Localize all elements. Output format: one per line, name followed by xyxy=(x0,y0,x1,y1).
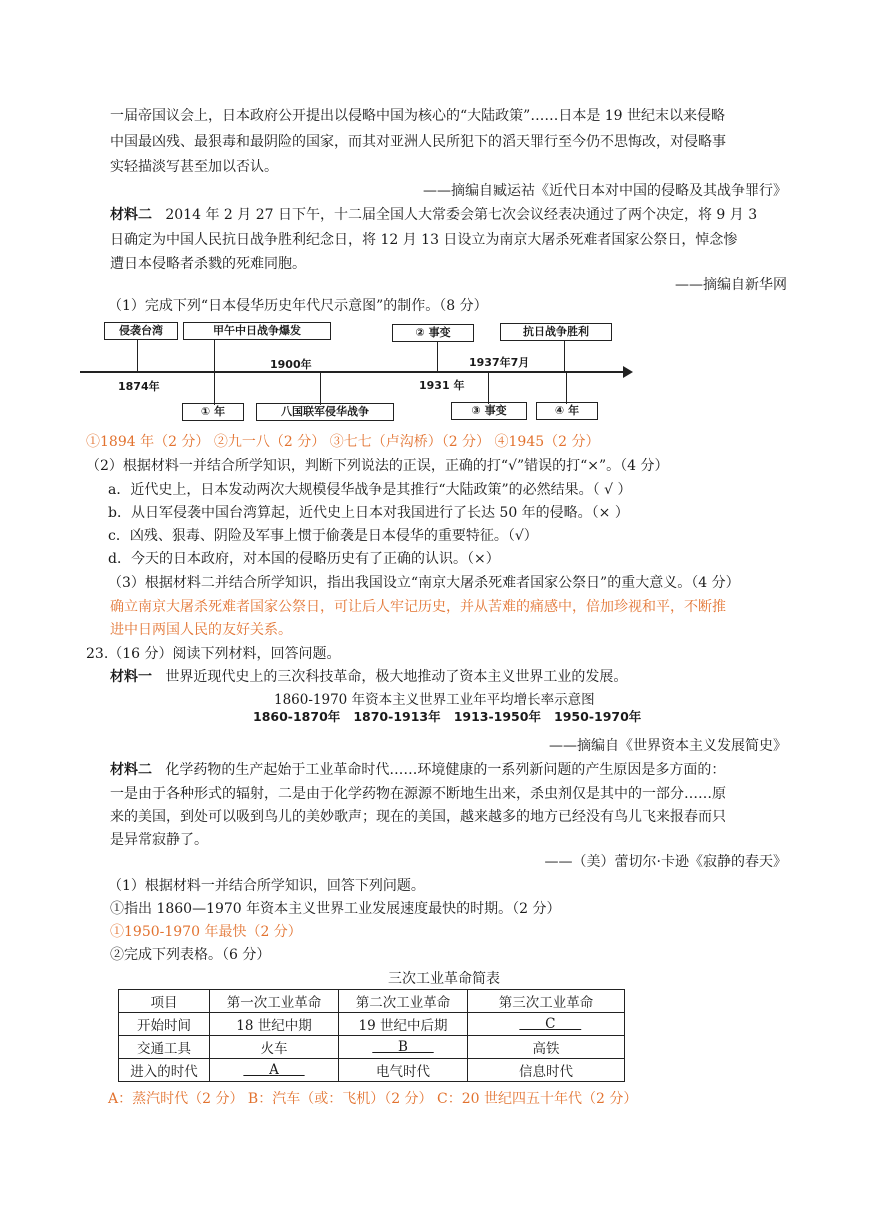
answer-q23-1-sub1: ①1950-1970 年最快（2 分） xyxy=(110,924,302,940)
question2: （2）根据材料一并结合所学知识，判断下列说法的正误，正确的打“√”错误的打“×”。（4 分） xyxy=(86,458,669,474)
period-label: 1870-1913年 xyxy=(353,709,441,724)
table-header-cell: 第二次工业革命 xyxy=(339,990,468,1013)
material2b-line3: 来的美国，到处可以吸到鸟儿的美妙歌声；现在的美国，越来越多的地方已经没有鸟儿飞来报春而只 xyxy=(110,809,726,825)
timeline-box-sino-japanese-war: 甲午中日战争爆发 xyxy=(183,322,331,340)
material1b-source: ——摘编自《世界资本主义发展简史》 xyxy=(549,738,787,754)
blank-b-letter: B xyxy=(398,1039,408,1055)
timeline-box-victory: 抗日战争胜利 xyxy=(500,323,612,341)
timeline-year-1874: 1874年 xyxy=(118,380,160,393)
material1b-text: 世界近现代史上的三次科技革命，极大地推动了资本主义世界工业的发展。 xyxy=(165,669,628,685)
material2-label: 材料二 xyxy=(110,207,152,223)
table-header-cell: 第三次工业革命 xyxy=(468,990,625,1013)
material2-text1: 2014 年 2 月 27 日下午，十二届全国人大常委会第七次会议经表决通过了两个决定，将 9 月 3 xyxy=(165,207,758,223)
period-label: 1860-1870年 xyxy=(253,709,341,724)
table-cell: 开始时间 xyxy=(119,1013,210,1036)
q2-option-a: a．近代史上，日本发动两次大规模侵华战争是其推行“大陆政策”的必然结果。（ √ ） xyxy=(108,482,632,498)
q23-1: （1）根据材料一并结合所学知识，回答下列问题。 xyxy=(108,878,425,894)
material2b-label: 材料二 xyxy=(110,762,152,778)
timeline-connector xyxy=(437,342,438,371)
material1-source: ——摘编自臧运祜《近代日本对中国的侵略及其战争罪行》 xyxy=(423,183,787,199)
timeline-connector xyxy=(566,371,567,404)
timeline-connector xyxy=(320,371,321,405)
material1b-label: 材料一 xyxy=(110,669,152,685)
material2b-line1 xyxy=(110,760,725,780)
material2-source: ——摘编自新华网 xyxy=(675,277,787,293)
timeline-diagram xyxy=(80,318,640,428)
blank-c-label xyxy=(519,1016,581,1032)
table-cell: 18 世纪中期 xyxy=(210,1013,339,1036)
answer-q1: ①1894 年（2 分） ②九一八（2 分） ③七七（卢沟桥）（2 分） ④1945（2 分） xyxy=(86,434,600,450)
table-blank-b xyxy=(339,1036,468,1059)
q2-option-d: d．今天的日本政府，对本国的侵略历史有了正确的认识。（×） xyxy=(108,551,500,567)
timeline-connector xyxy=(488,371,489,404)
growth-chart-title: 1860-1970 年资本主义世界工业年平均增长率示意图 xyxy=(274,692,595,708)
blank-a-letter: A xyxy=(269,1062,279,1078)
table-cell: 进入的时代 xyxy=(119,1059,210,1082)
material1-line2: 中国最凶残、最狠毒和最阴险的国家，而其对亚洲人民所犯下的滔天罪行至今仍不思悔改，对侵略事 xyxy=(110,134,726,150)
answer-table: A：蒸汽时代（2 分） B：汽车（或：飞机）（2 分） C：20 世纪四五十年代（2 分） xyxy=(108,1091,638,1107)
table-blank-c xyxy=(468,1013,625,1036)
timeline-connector xyxy=(564,341,565,371)
material2b-text1: 化学药物的生产起始于工业革命时代……环境健康的一系列新问题的产生原因是多方面的： xyxy=(165,762,726,778)
blank-b-label xyxy=(372,1039,433,1055)
q23-1-sub1: ①指出 1860—1970 年资本主义世界工业发展速度最快的时期。（2 分） xyxy=(110,901,561,917)
answer-q3-line1: 确立南京大屠杀死难者国家公祭日，可让后人牢记历史，并从苦难的痛感中，倍加珍视和平，不断推 xyxy=(110,599,726,615)
material1-line3: 实轻描淡写甚至加以否认。 xyxy=(110,159,278,175)
period-label: 1950-1970年 xyxy=(554,709,642,724)
timeline-box-eight-nation: 八国联军侵华战争 xyxy=(256,403,394,421)
material2b-line4: 是异常寂静了。 xyxy=(110,832,208,848)
material2-line3: 遭日本侵略者杀戮的死难同胞。 xyxy=(110,256,306,272)
timeline-year-1931: 1931 年 xyxy=(419,379,465,392)
table-row xyxy=(119,1013,625,1036)
growth-chart-periods xyxy=(253,707,641,727)
timeline-arrow-icon xyxy=(623,366,633,378)
timeline-axis xyxy=(80,371,625,373)
material2b-line2: 一是由于各种形式的辐射，二是由于化学药物在源源不断地生出来，杀虫剂仅是其中的一部分……原 xyxy=(110,786,726,802)
question3: （3）根据材料二并结合所学知识，指出我国设立“南京大屠杀死难者国家公祭日”的重大意义。（4 分） xyxy=(108,575,740,591)
table-cell: 19 世纪中后期 xyxy=(339,1013,468,1036)
timeline-box-year-1: ① 年 xyxy=(182,403,244,421)
table-row xyxy=(119,1059,625,1082)
blank-a-label xyxy=(243,1062,304,1078)
material1b-line xyxy=(110,667,627,687)
table-cell: 信息时代 xyxy=(468,1059,625,1082)
blank-c-letter: C xyxy=(545,1016,556,1032)
q23-1-sub2: ②完成下列表格。（6 分） xyxy=(110,947,271,963)
material2-line2: 日确定为中国人民抗日战争胜利纪念日，将 12 月 13 日设立为南京大屠杀死难者国家公祭日，悼念惨 xyxy=(110,232,738,248)
table-blank-a xyxy=(210,1059,339,1082)
timeline-box-taiwan: 侵袭台湾 xyxy=(104,322,178,340)
timeline-box-year-4: ④ 年 xyxy=(536,402,598,420)
table-cell: 高铁 xyxy=(468,1036,625,1059)
table-cell: 交通工具 xyxy=(119,1036,210,1059)
revolution-table xyxy=(118,989,625,1082)
timeline-connector xyxy=(137,340,138,371)
table-header-cell: 第一次工业革命 xyxy=(210,990,339,1013)
question1: （1）完成下列“日本侵华历史年代尺示意图”的制作。（8 分） xyxy=(108,298,488,314)
timeline-box-incident-2: ② 事变 xyxy=(392,324,474,342)
material2b-source: ——（美）蕾切尔·卡逊《寂静的春天》 xyxy=(544,854,787,870)
table-row xyxy=(119,1036,625,1059)
timeline-year-1937: 1937年7月 xyxy=(469,356,530,369)
table-cell: 火车 xyxy=(210,1036,339,1059)
timeline-year-1900: 1900年 xyxy=(270,358,312,371)
material1-line1: 一届帝国议会上，日本政府公开提出以侵略中国为核心的“大陆政策”……日本是 19 世纪末以来侵略 xyxy=(110,108,726,124)
question23-head: 23.（16 分）阅读下列材料，回答问题。 xyxy=(86,646,341,662)
q2-option-b: b．从日军侵袭中国台湾算起，近代史上日本对我国进行了长达 50 年的侵略。（× ） xyxy=(108,505,629,521)
table-header-cell: 项目 xyxy=(119,990,210,1013)
q2-option-c: c．凶残、狠毒、阴险及军事上惯于偷袭是日本侵华的重要特征。（√） xyxy=(108,528,538,544)
period-label: 1913-1950年 xyxy=(453,709,541,724)
table-row xyxy=(119,990,625,1013)
table-cell: 电气时代 xyxy=(339,1059,468,1082)
table-title: 三次工业革命简表 xyxy=(388,971,500,987)
timeline-box-incident-3: ③ 事变 xyxy=(451,402,527,420)
answer-q3-line2: 进中日两国人民的友好关系。 xyxy=(110,622,292,638)
material2-line1 xyxy=(110,205,757,225)
